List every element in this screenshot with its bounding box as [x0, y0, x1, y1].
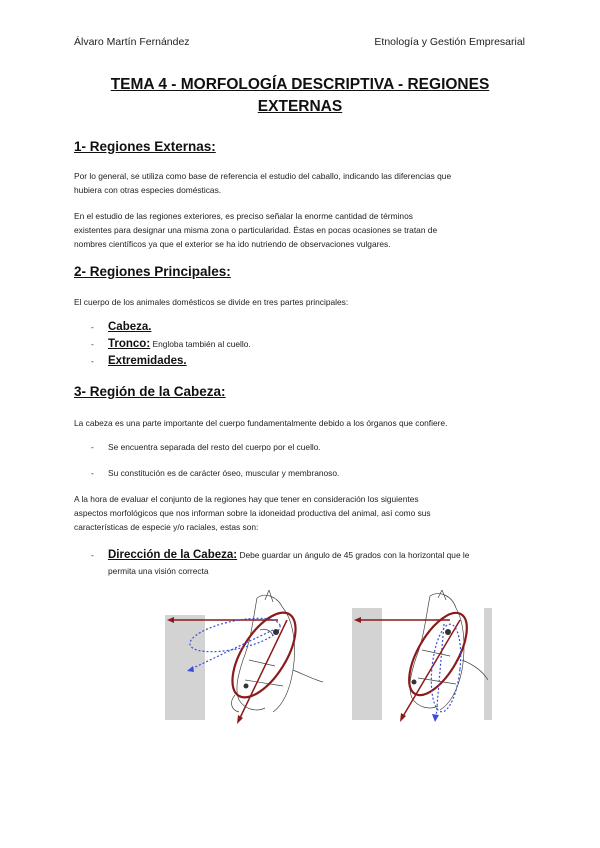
section1-heading: 1- Regiones Externas: — [74, 139, 216, 154]
list-dash: - — [91, 339, 94, 349]
page-title-line1: TEMA 4 - MORFOLOGÍA DESCRIPTIVA - REGIONES — [110, 76, 490, 93]
bullet-text: Su constitución es de carácter óseo, muscular y membranoso. — [108, 468, 340, 478]
direction-text-line2: permita una visión correcta — [108, 566, 209, 576]
section3-bullet-1 — [91, 442, 321, 452]
head-direction-diagram-right — [352, 590, 492, 725]
section3-p-line2: aspectos morfológicos que nos informan sobre la idoneidad productiva del animal, así como sus — [74, 508, 431, 518]
eye-mark — [273, 629, 279, 635]
list-item-label: Tronco: — [108, 338, 151, 350]
list-item-label: Extremidades. — [108, 355, 187, 367]
section1-paragraph1 — [74, 169, 526, 197]
list-dash: - — [91, 550, 94, 560]
list-item-cabeza — [91, 321, 151, 333]
page-title — [70, 74, 530, 118]
section3-heading: 3- Región de la Cabeza: — [74, 384, 226, 399]
list-item-note: Engloba también al cuello. — [152, 339, 251, 349]
list-dash: - — [91, 322, 94, 332]
header-author: Álvaro Martín Fernández — [74, 36, 190, 48]
direction-item — [91, 549, 469, 561]
page-title-line2: EXTERNAS — [257, 98, 343, 115]
section1-p1-line2: hubiera con otras especies domésticas. — [74, 185, 222, 195]
section1-p2-line3: nombres científicos ya que el exterior se ha ido nutriendo de observaciones vulgares. — [74, 239, 391, 249]
section2-heading: 2- Regiones Principales: — [74, 264, 231, 279]
section3-intro: La cabeza es una parte importante del cuerpo fundamentalmente debido a los órganos que confiere. — [74, 418, 448, 428]
section2-intro: El cuerpo de los animales domésticos se divide en tres partes principales: — [74, 297, 349, 307]
section1-paragraph2 — [74, 209, 526, 251]
section1-p2-line2: existentes para designar una misma zona o particularidad. Éstas en pocas ocasiones se tratan de — [74, 225, 438, 235]
direction-label: Dirección de la Cabeza: — [108, 549, 238, 561]
bullet-text: Se encuentra separada del resto del cuerpo por el cuello. — [108, 442, 321, 452]
nostril-mark — [412, 680, 417, 685]
section3-p-line3: características de especie y/o raciales, estas son: — [74, 522, 259, 532]
direction-text-line1: Debe guardar un ángulo de 45 grados con la horizontal que le — [239, 550, 470, 560]
section3-paragraph — [74, 492, 526, 534]
section3-bullet-2 — [91, 468, 339, 478]
nostril-mark — [244, 684, 249, 689]
section1-p1-line1: Por lo general, se utiliza como base de referencia el estudio del caballo, indicando las diferencias que — [74, 171, 452, 181]
header-course: Etnología y Gestión Empresarial — [374, 36, 525, 48]
figure-panel — [382, 608, 484, 720]
list-dash: - — [91, 468, 94, 478]
list-item-tronco — [91, 338, 251, 350]
list-item-extremidades — [91, 355, 187, 367]
section1-p2-line1: En el estudio de las regiones exteriores, es preciso señalar la enorme cantidad de términos — [74, 211, 413, 221]
eye-mark — [445, 629, 451, 635]
section3-p-line1: A la hora de evaluar el conjunto de la regiones hay que tener en consideración los siguientes — [74, 494, 419, 504]
list-dash: - — [91, 442, 94, 452]
list-item-label: Cabeza. — [108, 321, 152, 333]
head-direction-diagram-left — [165, 590, 325, 725]
list-dash: - — [91, 356, 94, 366]
